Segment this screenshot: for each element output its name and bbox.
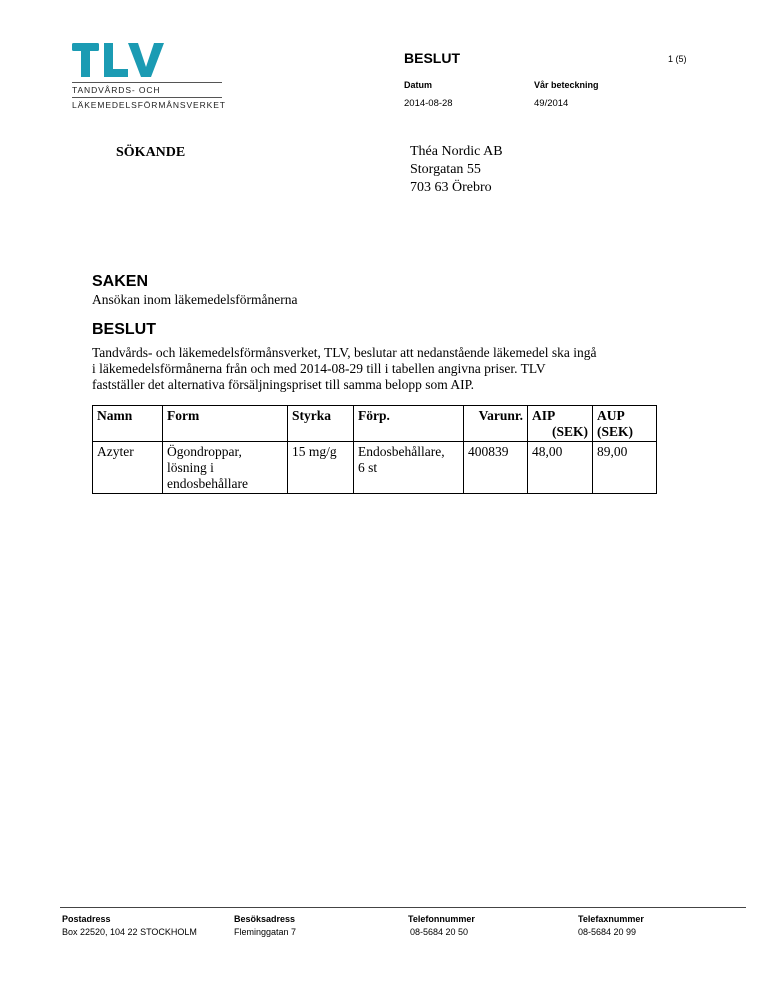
table-row <box>93 442 657 494</box>
header-aip-line: AIP <box>532 408 556 423</box>
table-header-row <box>93 406 657 442</box>
applicant-name: Théa Nordic AB <box>410 144 503 159</box>
cell-form-line: Ögondroppar, <box>167 444 242 459</box>
cell-form <box>163 442 288 494</box>
footer-visit-label: Besöksadress <box>234 914 296 924</box>
cell-form-line: endosbehållare <box>167 476 248 491</box>
footer-fax-label: Telefaxnummer <box>578 914 644 924</box>
date-label: Datum <box>404 80 433 90</box>
footer-phone-value: 08-5684 20 50 <box>410 927 469 937</box>
section-heading-saken: SAKEN <box>92 273 149 290</box>
date-value: 2014-08-28 <box>404 98 453 109</box>
logo-divider <box>72 97 222 98</box>
decision-table <box>92 405 657 494</box>
header-varunr: Varunr. <box>464 406 528 442</box>
cell-varunr: 400839 <box>464 442 528 494</box>
cell-form-line: lösning i <box>167 460 214 475</box>
document-title: BESLUT <box>404 50 460 66</box>
cell-forp-line: Endosbehållare, <box>358 444 445 459</box>
cell-aup: 89,00 <box>593 442 657 494</box>
logo-line-1: TANDVÅRDS- OCH <box>72 85 161 95</box>
section-text-saken: Ansökan inom läkemedelsförmånerna <box>92 292 298 307</box>
footer-visit-value: Fleminggatan 7 <box>234 927 297 937</box>
tlv-logo <box>70 42 226 110</box>
header-aip <box>528 406 593 442</box>
footer-postal-label: Postadress <box>62 914 111 924</box>
page-number: 1 (5) <box>668 54 687 64</box>
cell-forp <box>354 442 464 494</box>
header-aup <box>593 406 657 442</box>
cell-namn: Azyter <box>93 442 163 494</box>
cell-forp-line: 6 st <box>358 460 378 475</box>
applicant-city: 703 63 Örebro <box>410 180 492 195</box>
header-form: Form <box>163 406 288 442</box>
tlv-logo-mark <box>70 42 166 78</box>
footer-fax-value: 08-5684 20 99 <box>578 927 637 937</box>
reference-value: 49/2014 <box>534 98 569 109</box>
footer-phone-label: Telefonnummer <box>408 914 475 924</box>
header-aip-line: (SEK) <box>551 424 588 439</box>
cell-aip: 48,00 <box>528 442 593 494</box>
decision-text-line: i läkemedelsförmånerna från och med 2014-08-29 till i tabellen angivna priser. TLV <box>92 361 546 376</box>
header-namn: Namn <box>93 406 163 442</box>
logo-divider <box>72 82 222 83</box>
reference-label: Vår beteckning <box>534 80 599 90</box>
header-aup-line: (SEK) <box>597 424 634 439</box>
section-text-beslut <box>92 345 692 393</box>
header-forp: Förp. <box>354 406 464 442</box>
applicant-street: Storgatan 55 <box>410 162 481 177</box>
cell-styrka: 15 mg/g <box>288 442 354 494</box>
footer-postal-value: Box 22520, 104 22 STOCKHOLM <box>62 927 197 937</box>
header-styrka: Styrka <box>288 406 354 442</box>
decision-text-line: fastställer det alternativa försäljningspriset till samma belopp som AIP. <box>92 377 475 392</box>
applicant-label: SÖKANDE <box>116 145 186 160</box>
section-heading-beslut: BESLUT <box>92 321 156 338</box>
footer-divider <box>60 907 746 908</box>
applicant-address <box>410 143 503 197</box>
decision-text-line: Tandvårds- och läkemedelsförmånsverket, TLV, beslutar att nedanstående läkemedel ska ingå <box>92 345 597 360</box>
logo-line-2: LÄKEMEDELSFÖRMÅNSVERKET <box>72 100 226 110</box>
header-aup-line: AUP <box>597 408 625 423</box>
